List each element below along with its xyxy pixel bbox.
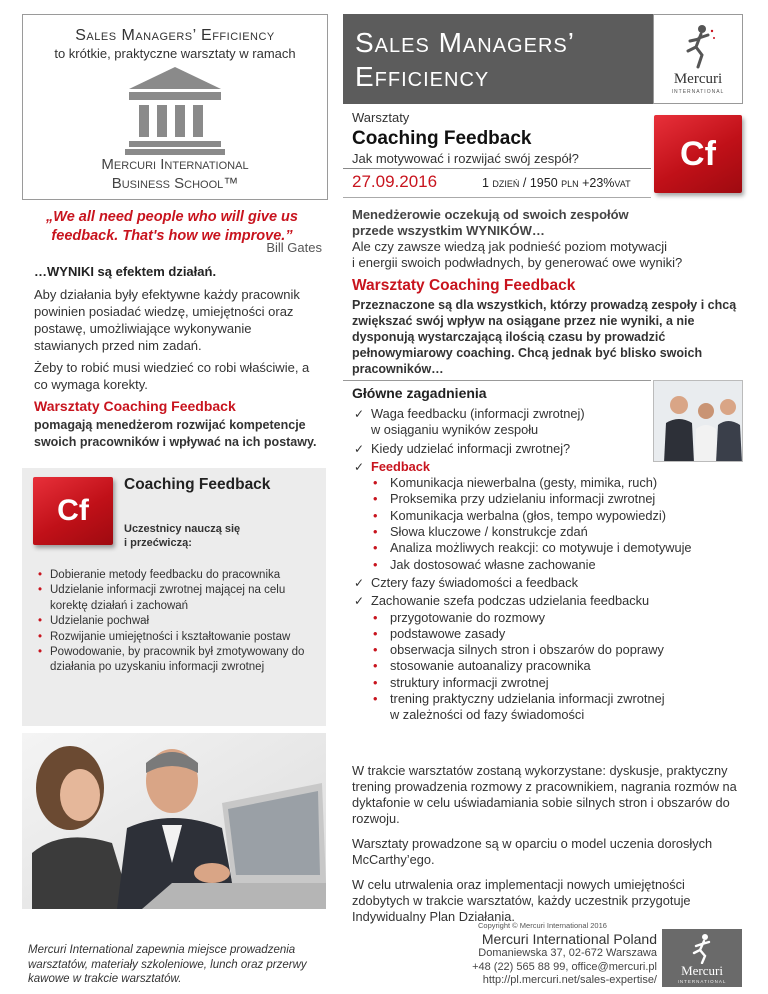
checkmark-icon: ✓ <box>354 459 365 474</box>
copyright-notice: Copyright © Mercuri International 2016 <box>478 921 607 930</box>
address: Domaniewska 37, 02-672 Warszawa <box>478 947 657 959</box>
divider <box>343 380 651 381</box>
company-name: Mercuri International Poland <box>481 931 657 947</box>
phone-email[interactable]: +48 (22) 565 88 99, office@mercuri.pl <box>472 960 657 973</box>
runner-figure-icon <box>688 932 718 964</box>
method-description: W trakcie warsztatów zostaną wykorzystane: dyskusje, praktyczny trening prowadzenia rozmowy z pracownikiem, nagrania rozmów na dyktafonie w celu uświadamiania sobie silnych stron i obszarów do rozwoju. Warsztaty prowadzone są w oparciu o model uczenia dorosłych McCarthy’ego. W celu utrwalenia oraz implementacji nowych umiejętności zdobytych w trakcie warsztatów, każdy uczestnik przygotuje Indywidualny Plan Działania. <box>352 763 737 924</box>
subtopic-item: • obserwacja silnych stron i obszarów do poprawy <box>352 642 744 658</box>
workshop-date: 27.09.2016 <box>352 172 438 191</box>
topic-item: ✓ Kiedy udzielać informacji zwrotnej? <box>354 440 571 456</box>
subtopic-item: • stosowanie autoanalizy pracownika <box>352 658 744 674</box>
banner-title: Sales Managers’ Efficiency <box>355 27 575 92</box>
title-banner <box>343 14 743 104</box>
workshop-label: Warsztaty <box>352 110 410 125</box>
subtopic-item: • Jak dostosować własne zachowanie <box>352 557 744 573</box>
subtopic-item: • Proksemika przy udzielaniu informacji zwrotnej <box>352 491 744 507</box>
panel-title: Coaching Feedback <box>124 476 271 493</box>
left-workshop-body: pomagają menedżerom rozwijać kompetencje swoich pracowników i wpływać na ich postawy. <box>34 418 317 449</box>
checkmark-icon: ✓ <box>354 407 365 421</box>
results-heading: …WYNIKI są efektem działań. <box>34 264 217 279</box>
school-name: Mercuri International Business School™ <box>101 156 249 192</box>
checkmark-icon: ✓ <box>354 441 365 456</box>
subtopic-item: • Komunikacja werbalna (głos, tempo wypowiedzi) <box>352 508 744 524</box>
skills-list <box>38 568 318 676</box>
divider <box>343 168 651 169</box>
cf-badge: Cf <box>654 115 742 193</box>
program-subtitle: to krótkie, praktyczne warsztaty w ramach <box>54 46 296 61</box>
workshop-question: Jak motywować i rozwijać swój zespół? <box>352 151 579 166</box>
topic-item: ✓ Zachowanie szefa podczas udzielania feedbacku <box>354 593 650 609</box>
subtopic-item: • trening praktyczny udzielania informacji zwrotnej w zależności od fazy świadomości <box>352 691 744 724</box>
topic-item: ✓ Feedback <box>354 458 431 474</box>
footer-mercuri-logo <box>662 929 742 987</box>
checkmark-icon: ✓ <box>354 594 365 609</box>
footer-note: Mercuri International zapewnia miejsce prowadzenia warsztatów, materiały szkoleniowe, lunch oraz przerwy kawowe w trakcie warsztatów. <box>28 944 307 985</box>
program-title: Sales Managers’ Efficiency <box>75 27 275 44</box>
results-body: Aby działania były efektywne każdy pracownik powinien posiadać wiedzę, umiejętności oraz postawę, umożliwiające wykonywanie stawianych przed nim zadań. Żeby to robić musi wiedzieć co robi właściwie, a co wymaga korekty. <box>34 287 310 392</box>
list-item: • Udzielanie pochwał <box>38 614 318 629</box>
subtopic-item: • przygotowanie do rozmowy <box>352 610 744 626</box>
intro-text: Menedżerowie oczekują od swoich zespołów przede wszystkim WYNIKÓW… Ale czy zawsze wiedzą jak podnieść poziom motywacji i energii swoich podwładnych, by generować owe wyniki? <box>352 207 683 270</box>
list-item: • Dobieranie metody feedbacku do pracownika <box>38 568 318 583</box>
subtopic-item: • Słowa kluczowe / konstrukcje zdań <box>352 524 744 540</box>
photo-illustration <box>22 733 326 909</box>
cf-badge-panel: Cf <box>33 477 113 545</box>
workshop-price: 1 dzień / 1950 pln +23%vat <box>482 176 631 190</box>
mercuri-logo <box>653 14 743 104</box>
logo-text: Mercuri <box>681 963 723 978</box>
workshop-title: Coaching Feedback <box>352 128 532 149</box>
list-item: • Rozwijanie umiejętności i kształtowanie postaw <box>38 630 318 645</box>
list-item: • Powodowanie, by pracownik był zmotywowany do działania po uzyskaniu informacji zwrotnej <box>38 645 318 676</box>
runner-figure-icon <box>680 23 718 69</box>
contact-details <box>445 947 657 988</box>
logo-subtext: INTERNATIONAL <box>677 979 727 984</box>
meeting-photo <box>22 733 326 909</box>
contact-block <box>445 931 657 988</box>
school-header-box <box>22 14 328 200</box>
subtopic-item: • Analiza możliwych reakcji: co motywuje i demotywuje <box>352 540 744 556</box>
workshop-heading: Warsztaty Coaching Feedback <box>352 277 576 294</box>
topics-heading: Główne zagadnienia <box>352 385 487 401</box>
topic-item: ✓ Cztery fazy świadomości a feedback <box>354 574 578 590</box>
left-workshop-heading: Warsztaty Coaching Feedback <box>34 398 236 414</box>
topics-list <box>352 406 744 724</box>
panel-subtitle: Uczestnicy nauczą się i przećwiczą: <box>124 523 241 549</box>
topic-item: ✓ Waga feedbacku (informacji zwrotnej) w osiąganiu wyników zespołu <box>354 406 585 438</box>
logo-subtext: INTERNATIONAL <box>671 89 725 95</box>
subtopic-item: • podstawowe zasady <box>352 626 744 642</box>
logo-text: Mercuri <box>673 71 723 87</box>
list-item: • Udzielanie informacji zwrotnej mającej na celu korektę działań i zachowań <box>38 583 318 614</box>
website-link[interactable]: http://pl.mercuri.net/sales-expertise/ <box>482 974 657 986</box>
divider <box>343 197 651 198</box>
quote-author: Bill Gates <box>266 240 322 255</box>
quote-text: „We all need people who will give us feedback. That's how we improve.” <box>46 209 298 244</box>
checkmark-icon: ✓ <box>354 575 365 590</box>
subtopic-item: • struktury informacji zwrotnej <box>352 675 744 691</box>
building-icon <box>125 65 225 155</box>
workshop-description: Przeznaczone są dla wszystkich, którzy prowadzą zespoły i chcą zwiększać swój wpływ na osiągane przez nie wyniki, a nie dysponują wystarczającą ilością czasu by prowadzić pełnowymiarowy coaching. Chcą jednak być blisko swoich pracowników… <box>352 298 737 376</box>
subtopic-item: • Komunikacja niewerbalna (gesty, mimika, ruch) <box>352 475 744 491</box>
